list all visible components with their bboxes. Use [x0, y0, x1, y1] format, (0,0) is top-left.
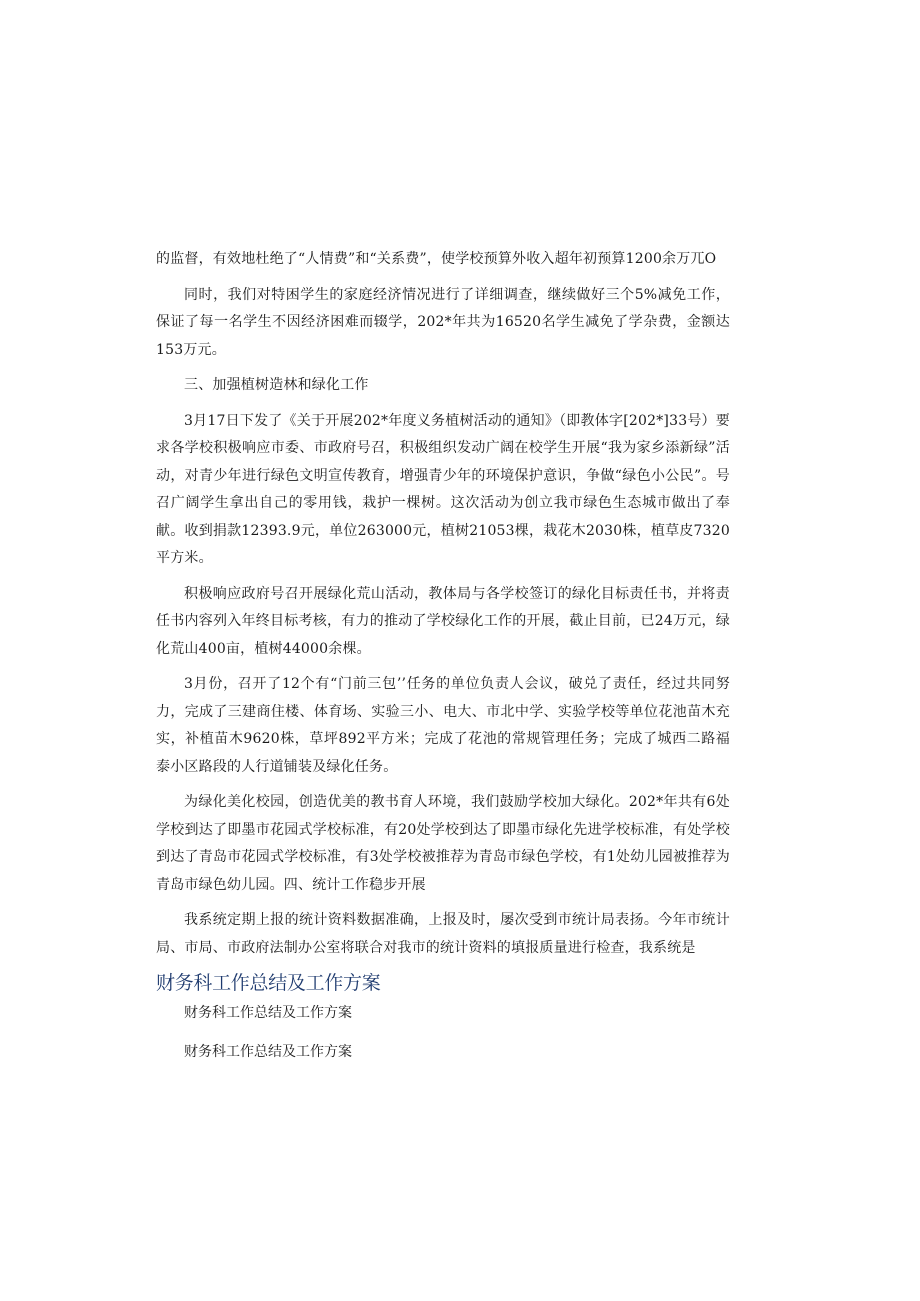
- document-title: 财务科工作总结及工作方案: [156, 972, 381, 994]
- paragraph-6: 3月份，召开了12个有“门前三包’’任务的单位负责人会议，破兑了责任，经过共同努力，完成了三建商住楼、体育场、实验三小、电大、市北中学、实验学校等单位花池苗木充实，补植苗木9620株，草坪892平方米；完成了花池的常规管理任务；完成了城西二路福泰小区路段的人行道铺装及绿化任务。: [156, 676, 730, 775]
- paragraph-4: 3月17日下发了《关于开展202*年度义务植树活动的通知》（即教体字[202*]33号）要求各学校积极响应市委、市政府号召，积极组织发动广阔在校学生开展“我为家乡添新绿”活动，对青少年进行绿色文明宣传教育，增强青少年的环境保护意识，争做“绿色小公民”。号召广阔学生拿出自己的零用钱，栽护一棵树。这次活动为创立我市绿色生态城市做出了奉献。收到捐款12393.9元，单位263000元，植树21053棵，栽花木2030株，植草皮7320平方米。: [156, 412, 730, 566]
- document-body: [156, 246, 730, 1078]
- paragraph-2: 同时，我们对特困学生的家庭经济情况进行了详细调查，继续做好三个5%减免工作，保证了每一名学生不因经济困难而辍学，202*年共为16520名学生减免了学杂费，金额达153万元。: [156, 286, 730, 358]
- paragraph-1: 的监督，有效地杜绝了“人情费”和“关系费”，使学校预算外收入超年初预算1200余万兀O: [156, 251, 717, 267]
- subtitle-2: 财务科工作总结及工作方案: [184, 1044, 352, 1060]
- subtitle-1: 财务科工作总结及工作方案: [184, 1005, 352, 1021]
- section-heading-3: 三、加强植树造林和绿化工作: [184, 377, 369, 393]
- paragraph-7: 为绿化美化校园，创造优美的教书育人环境，我们鼓励学校加大绿化。202*年共有6处学校到达了即墨市花园式学校标准，有20处学校到达了即墨市绿化先进学校标准，有处学校到达了青岛市花园式学校标准，有3处学校被推荐为青岛市绿色学校，有1处幼儿园被推荐为青岛市绿色幼儿园。四、统计工作稳步开展: [156, 794, 730, 893]
- paragraph-5: 积极响应政府号召开展绿化荒山活动，教体局与各学校签订的绿化目标责任书，并将责任书内容列入年终目标考核，有力的推动了学校绿化工作的开展，截止目前，已24万元，绿化荒山400亩，植树44000余棵。: [156, 585, 730, 657]
- paragraph-8: 我系统定期上报的统计资料数据准确，上报及时，屡次受到市统计局表扬。今年市统计局、市局、市政府法制办公室将联合对我市的统计资料的填报质量进行检查，我系统是: [156, 912, 730, 956]
